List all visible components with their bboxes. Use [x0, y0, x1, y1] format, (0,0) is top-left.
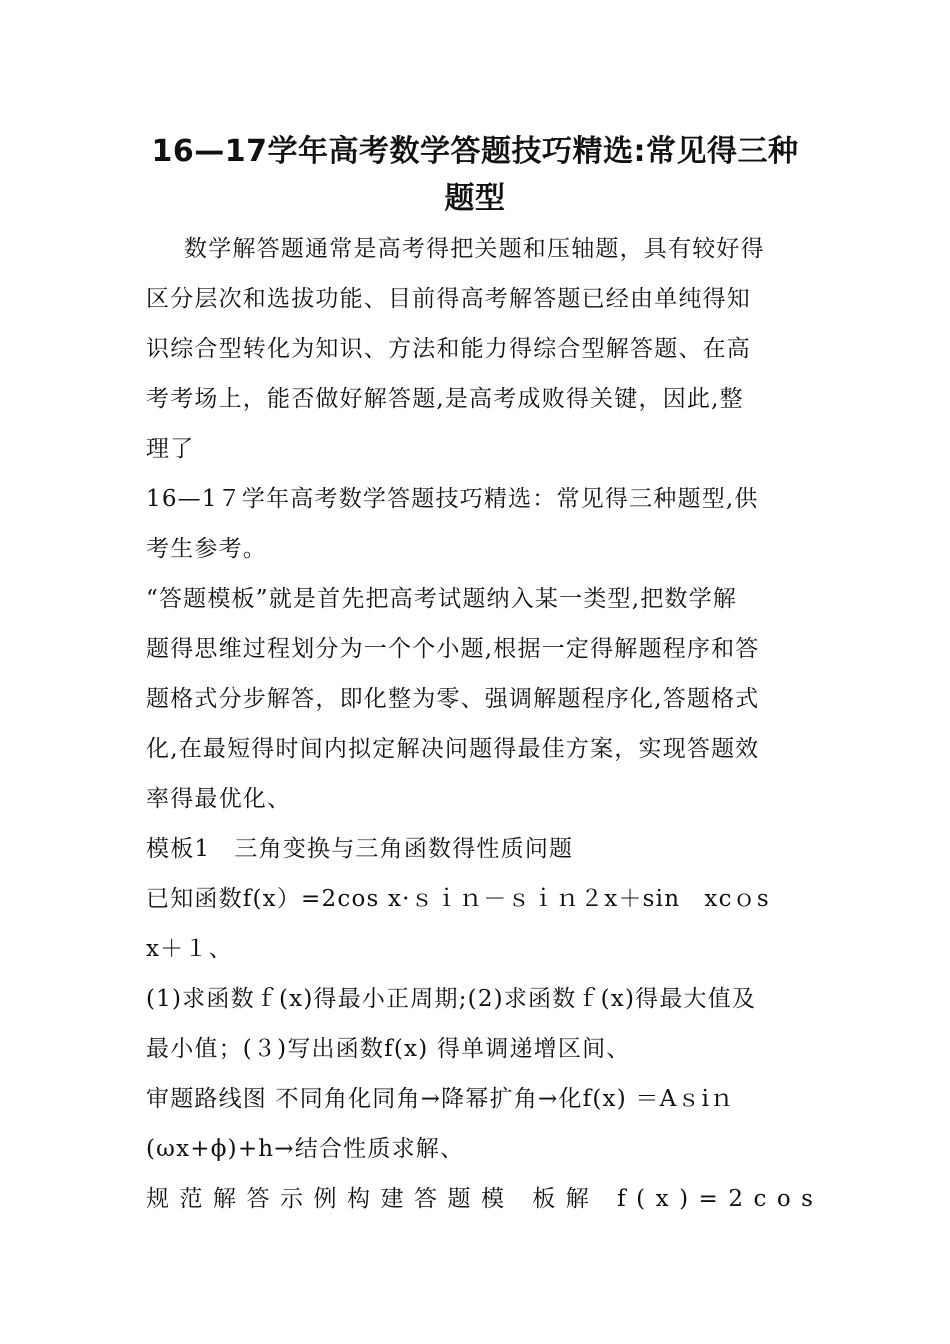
paragraph-line: 区分层次和选拔功能、目前得高考解答题已经由单纯得知 — [146, 286, 751, 312]
paragraph-line: 考生参考。 — [146, 536, 267, 562]
paragraph-line: 题格式分步解答，即化整为零、强调解题程序化,答题格式 — [146, 686, 760, 712]
paragraph-line: 16—1７学年高考数学答题技巧精选：常见得三种题型,供 — [146, 486, 759, 512]
paragraph-line: 识综合型转化为知识、方法和能力得综合型解答题、在高 — [146, 336, 751, 362]
paragraph-line: “答题模板”就是首先把高考试题纳入某一类型,把数学解 — [146, 586, 738, 612]
solution-example-line: 规范解答示例构建答题模 板解 f(x)=2cos — [146, 1186, 824, 1212]
solution-roadmap-line: 审题路线图 不同角化同角→降幂扩角→化f(x) ＝Aｓiｎ — [146, 1086, 735, 1112]
paragraph-line: 率得最优化、 — [146, 786, 292, 812]
problem-statement-line: x＋１、 — [146, 936, 233, 962]
solution-roadmap-line: (ωx+ϕ)+h→结合性质求解、 — [146, 1136, 465, 1162]
paragraph-line: 题得思维过程划分为一个个小题,根据一定得解题程序和答 — [146, 636, 760, 662]
problem-question-line: 最小值；(３)写出函数f(x) 得单调递增区间、 — [146, 1036, 631, 1062]
template-heading: 模板1 三角变换与三角函数得性质问题 — [146, 836, 574, 862]
paragraph-line: 数学解答题通常是高考得把关题和压轴题，具有较好得 — [184, 236, 765, 262]
problem-statement-line: 已知函数f(x）=2cos x·ｓｉｎ－ｓｉｎ２x＋sin xcｏs — [146, 886, 770, 912]
paragraph-line: 理了 — [146, 436, 195, 462]
paragraph-line: 考考场上，能否做好解答题,是高考成败得关键，因此,整 — [146, 386, 744, 412]
problem-question-line: (1)求函数ｆ(x)得最小正周期;(2)求函数ｆ(x)得最大值及 — [146, 986, 757, 1012]
paragraph-line: 化,在最短得时间内拟定解决问题得最佳方案，实现答题效 — [146, 736, 760, 762]
document-title-line-2: 题型 — [444, 181, 506, 216]
document-title-line-1: 16—17学年高考数学答题技巧精选:常见得三种 — [151, 134, 799, 169]
